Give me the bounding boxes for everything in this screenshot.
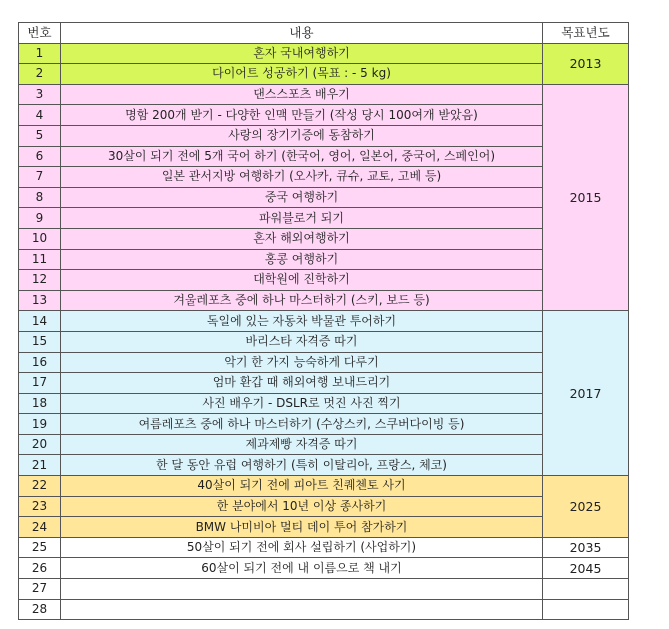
- row-number: 5: [19, 125, 61, 146]
- target-year: [543, 579, 629, 600]
- table-row: [19, 311, 629, 332]
- row-number: 13: [19, 290, 61, 311]
- table-row: [19, 125, 629, 146]
- row-content: [61, 599, 543, 620]
- row-content: 사진 배우기 - DSLR로 멋진 사진 찍기: [61, 393, 543, 414]
- row-number: 1: [19, 43, 61, 64]
- row-number: 12: [19, 270, 61, 291]
- table-row: [19, 167, 629, 188]
- table-row: [19, 455, 629, 476]
- row-number: 2: [19, 64, 61, 85]
- row-number: 3: [19, 84, 61, 105]
- table-row: [19, 373, 629, 394]
- row-number: 17: [19, 373, 61, 394]
- row-content: 대학원에 진학하기: [61, 270, 543, 291]
- row-content: 엄마 환갑 때 해외여행 보내드리기: [61, 373, 543, 394]
- row-content: 혼자 국내여행하기: [61, 43, 543, 64]
- row-number: 18: [19, 393, 61, 414]
- row-number: 28: [19, 599, 61, 620]
- table-row: [19, 146, 629, 167]
- table-row: [19, 331, 629, 352]
- row-content: 파워블로거 되기: [61, 208, 543, 229]
- row-number: 8: [19, 187, 61, 208]
- table-row: [19, 579, 629, 600]
- row-number: 19: [19, 414, 61, 435]
- table-row: [19, 517, 629, 538]
- row-content: 홍콩 여행하기: [61, 249, 543, 270]
- row-content: 60살이 되기 전에 내 이름으로 책 내기: [61, 558, 543, 579]
- row-content: 겨울레포츠 중에 하나 마스터하기 (스키, 보드 등): [61, 290, 543, 311]
- table-row: [19, 84, 629, 105]
- row-content: 50살이 되기 전에 회사 설립하기 (사업하기): [61, 537, 543, 558]
- row-content: 댄스스포츠 배우기: [61, 84, 543, 105]
- row-number: 21: [19, 455, 61, 476]
- table-row: [19, 249, 629, 270]
- row-content: 사랑의 장기기증에 동참하기: [61, 125, 543, 146]
- table-row: [19, 558, 629, 579]
- row-content: 30살이 되기 전에 5개 국어 하기 (한국어, 영어, 일본어, 중국어, 스페인어): [61, 146, 543, 167]
- row-number: 6: [19, 146, 61, 167]
- table-row: [19, 496, 629, 517]
- row-number: 14: [19, 311, 61, 332]
- row-content: 한 분야에서 10년 이상 종사하기: [61, 496, 543, 517]
- row-number: 7: [19, 167, 61, 188]
- row-content: 중국 여행하기: [61, 187, 543, 208]
- table-row: [19, 270, 629, 291]
- row-content: 혼자 해외여행하기: [61, 228, 543, 249]
- row-number: 20: [19, 434, 61, 455]
- row-number: 22: [19, 476, 61, 497]
- row-content: 악기 한 가지 능숙하게 다루기: [61, 352, 543, 373]
- row-content: 독일에 있는 자동차 박물관 투어하기: [61, 311, 543, 332]
- table-row: [19, 434, 629, 455]
- table-row: [19, 290, 629, 311]
- table-row: [19, 43, 629, 64]
- row-number: 25: [19, 537, 61, 558]
- row-content: 한 달 동안 유럽 여행하기 (특히 이탈리아, 프랑스, 체코): [61, 455, 543, 476]
- table-row: [19, 537, 629, 558]
- table-row: [19, 208, 629, 229]
- row-number: 24: [19, 517, 61, 538]
- row-content: 40살이 되기 전에 피아트 친퀘첸토 사기: [61, 476, 543, 497]
- target-year: 2025: [543, 476, 629, 538]
- row-content: 제과제빵 자격증 따기: [61, 434, 543, 455]
- target-year: 2045: [543, 558, 629, 579]
- row-content: [61, 579, 543, 600]
- table-row: [19, 599, 629, 620]
- table-row: [19, 352, 629, 373]
- table-row: [19, 64, 629, 85]
- row-content: 다이어트 성공하기 (목표 : - 5 kg): [61, 64, 543, 85]
- row-content: 바리스타 자격증 따기: [61, 331, 543, 352]
- row-number: 15: [19, 331, 61, 352]
- table-row: [19, 187, 629, 208]
- row-content: 일본 관서지방 여행하기 (오사카, 큐슈, 교토, 고베 등): [61, 167, 543, 188]
- row-number: 27: [19, 579, 61, 600]
- row-number: 10: [19, 228, 61, 249]
- row-number: 16: [19, 352, 61, 373]
- header-row: [19, 23, 629, 44]
- table-row: [19, 476, 629, 497]
- header-num: 번호: [19, 23, 61, 44]
- row-number: 26: [19, 558, 61, 579]
- row-number: 11: [19, 249, 61, 270]
- row-number: 4: [19, 105, 61, 126]
- header-content: 내용: [61, 23, 543, 44]
- row-content: 여름레포츠 중에 하나 마스터하기 (수상스키, 스쿠버다이빙 등): [61, 414, 543, 435]
- row-number: 23: [19, 496, 61, 517]
- row-content: 명함 200개 받기 - 다양한 인맥 만들기 (작성 당시 100여개 받았음): [61, 105, 543, 126]
- target-year: 2015: [543, 84, 629, 311]
- row-content: BMW 나미비아 멀티 데이 투어 참가하기: [61, 517, 543, 538]
- target-year: 2017: [543, 311, 629, 476]
- bucket-list-table: [18, 22, 629, 620]
- target-year: [543, 599, 629, 620]
- table-row: [19, 393, 629, 414]
- table-row: [19, 414, 629, 435]
- table-row: [19, 105, 629, 126]
- target-year: 2013: [543, 43, 629, 84]
- target-year: 2035: [543, 537, 629, 558]
- header-year: 목표년도: [543, 23, 629, 44]
- row-number: 9: [19, 208, 61, 229]
- table-row: [19, 228, 629, 249]
- table-body: [19, 43, 629, 620]
